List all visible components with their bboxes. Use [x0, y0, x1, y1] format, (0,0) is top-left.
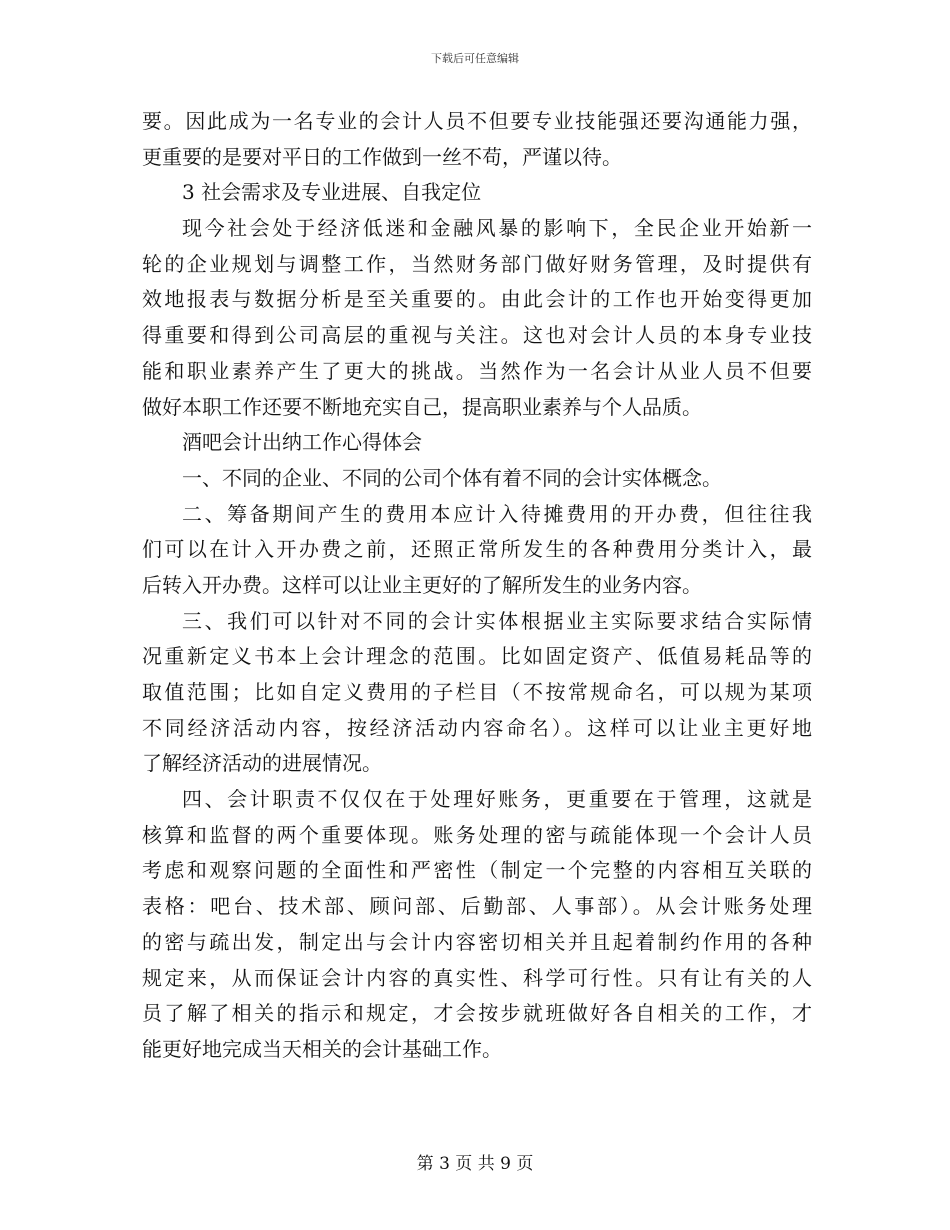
text-line: 得重要和得到公司高层的重视与关注。这也对会计人员的本身专业技 [142, 323, 812, 348]
text-line: 取值范围；比如自定义费用的子栏目（不按常规命名，可以规为某项 [142, 680, 812, 704]
text-line: 轮的企业规划与调整工作，当然财务部门做好财务管理，及时提供有 [142, 251, 812, 276]
text-line: 况重新定义书本上会计理念的范围。比如固定资产、低值易耗品等的 [142, 644, 812, 669]
text-line: 员了解了相关的指示和规定，才会按步就班做好各自相关的工作，才 [142, 1001, 812, 1026]
text-line: 四、会计职责不仅仅在于处理好账务，更重要在于管理，这就是 [182, 787, 812, 812]
page-number-footer: 第 3 页 共 9 页 [416, 1154, 534, 1174]
text-line: 酒吧会计出纳工作心得体会 [182, 430, 422, 455]
text-line: 一、不同的企业、不同的公司个体有着不同的会计实体概念。 [182, 465, 722, 490]
page-header: 下载后可任意编辑 [431, 52, 519, 65]
text-line: 现今社会处于经济低迷和金融风暴的影响下，全民企业开始新一 [182, 216, 812, 241]
text-line: 更重要的是要对平日的工作做到一丝不苟，严谨以待。 [142, 144, 622, 169]
text-line: 做好本职工作还要不断地充实自己，提高职业素养与个人品质。 [142, 394, 702, 419]
text-line: 的密与疏出发，制定出与会计内容密切相关并且起着制约作用的各种 [142, 929, 812, 954]
text-line: 表格：吧台、技术部、顾问部、后勤部、人事部）。从会计账务处理 [142, 894, 812, 919]
text-line: 了解经济活动的进展情况。 [142, 751, 382, 776]
text-line: 考虑和观察问题的全面性和严密性（制定一个完整的内容相互关联的 [142, 858, 812, 883]
text-line: 效地报表与数据分析是至关重要的。由此会计的工作也开始变得更加 [142, 287, 812, 312]
text-line: 3 社会需求及专业进展、自我定位 [182, 180, 482, 205]
text-line: 要。因此成为一名专业的会计人员不但要专业技能强还要沟通能力强， [142, 109, 812, 133]
text-line: 规定来，从而保证会计内容的真实性、科学可行性。只有让有关的人 [142, 965, 812, 990]
document-body [142, 104, 812, 1068]
text-line: 能更好地完成当天相关的会计基础工作。 [142, 1036, 502, 1061]
text-line: 二、筹备期间产生的费用本应计入待摊费用的开办费，但往往我 [182, 501, 812, 526]
text-line: 们可以在计入开办费之前，还照正常所发生的各种费用分类计入，最 [142, 537, 812, 562]
text-line: 核算和监督的两个重要体现。账务处理的密与疏能体现一个会计人员 [142, 822, 812, 847]
text-line: 后转入开办费。这样可以让业主更好的了解所发生的业务内容。 [142, 572, 702, 597]
text-line: 三、我们可以针对不同的会计实体根据业主实际要求结合实际情 [182, 608, 812, 633]
text-line: 能和职业素养产生了更大的挑战。当然作为一名会计从业人员不但要 [142, 358, 812, 383]
text-line: 不同经济活动内容，按经济活动内容命名）。这样可以让业主更好地 [142, 715, 812, 740]
